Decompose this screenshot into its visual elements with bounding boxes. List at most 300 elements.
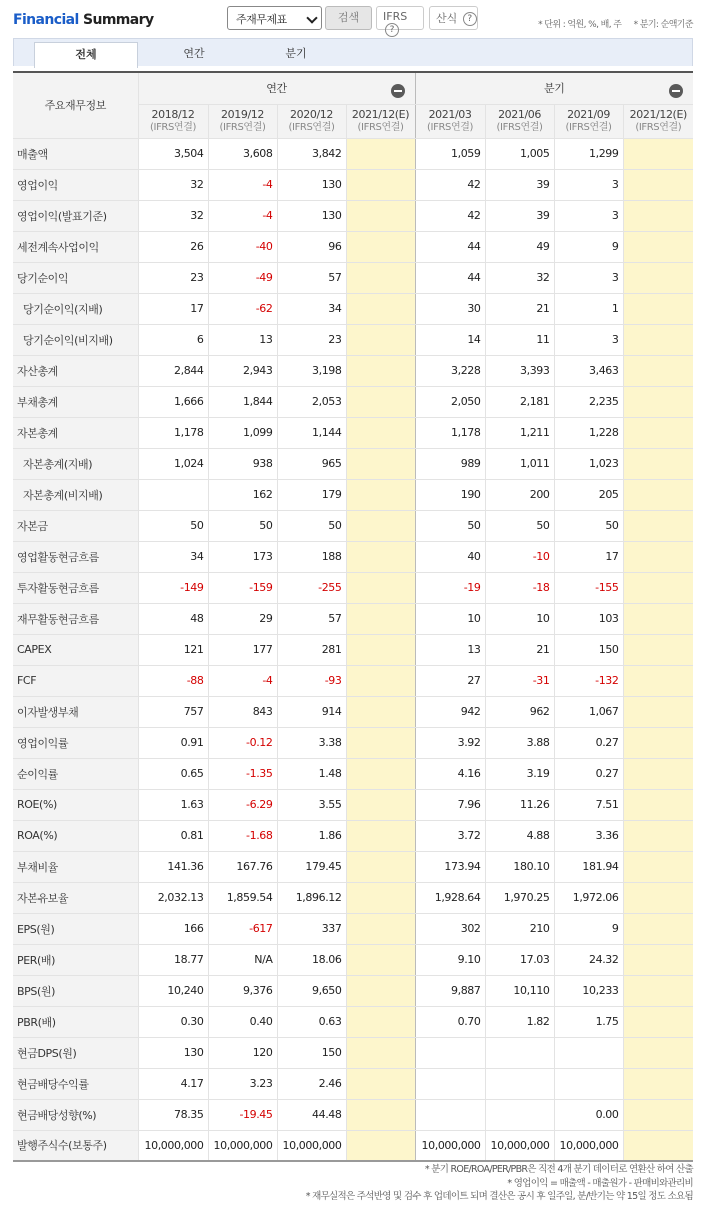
value-cell: 938	[208, 448, 277, 479]
period-date: 2021/03	[428, 108, 472, 121]
value-cell: 48	[138, 603, 208, 634]
formula-help-button[interactable]	[429, 6, 478, 30]
value-cell: 2.46	[277, 1068, 346, 1099]
value-cell: 914	[277, 696, 346, 727]
value-cell: 34	[138, 541, 208, 572]
help-icon: ?	[463, 12, 477, 26]
quarter-group-label: 분기	[544, 82, 565, 96]
value-cell: 40	[415, 541, 485, 572]
value-cell	[623, 1130, 693, 1161]
value-cell	[346, 1130, 415, 1161]
value-cell	[623, 1006, 693, 1037]
value-cell: 57	[277, 262, 346, 293]
value-cell: 21	[485, 634, 554, 665]
value-cell: 3,198	[277, 355, 346, 386]
value-cell	[346, 665, 415, 696]
value-cell	[623, 479, 693, 510]
table-row	[13, 262, 693, 293]
period-header	[208, 104, 277, 138]
value-cell: 50	[554, 510, 623, 541]
value-cell: 10,000,000	[415, 1130, 485, 1161]
table-row	[13, 448, 693, 479]
table-row	[13, 634, 693, 665]
table-row	[13, 169, 693, 200]
value-cell: 11	[485, 324, 554, 355]
value-cell: 13	[208, 324, 277, 355]
value-cell: 188	[277, 541, 346, 572]
value-cell: 32	[138, 169, 208, 200]
value-cell: -49	[208, 262, 277, 293]
value-cell: 1,023	[554, 448, 623, 479]
value-cell	[623, 293, 693, 324]
period-basis: (IFRS연결)	[565, 122, 612, 133]
value-cell	[346, 293, 415, 324]
value-cell	[485, 1099, 554, 1130]
value-cell: 39	[485, 169, 554, 200]
value-cell: 1,178	[138, 417, 208, 448]
value-cell	[346, 231, 415, 262]
value-cell: 9	[554, 231, 623, 262]
corner-header: 주요재무정보	[13, 72, 138, 138]
formula-label: 산식	[436, 12, 458, 25]
row-label: 현금DPS(원)	[13, 1037, 138, 1068]
value-cell	[554, 1068, 623, 1099]
footnote-line: * 분기 ROE/ROA/PER/PBR은 직전 4개 분기 데이터로 연환산 하여 산출	[424, 1164, 693, 1175]
table-row	[13, 882, 693, 913]
value-cell: 1,211	[485, 417, 554, 448]
tab-annual[interactable]: 연간	[183, 47, 205, 60]
row-label: 당기순이익(지배)	[13, 293, 138, 324]
row-label: PER(배)	[13, 944, 138, 975]
quarter-note: * 분기: 순액기준	[633, 20, 693, 30]
value-cell	[485, 1068, 554, 1099]
value-cell: -1.68	[208, 820, 277, 851]
value-cell: 10	[485, 603, 554, 634]
period-date: 2018/12	[151, 108, 195, 121]
value-cell: 44.48	[277, 1099, 346, 1130]
chevron-down-icon	[306, 12, 317, 23]
value-cell	[415, 1037, 485, 1068]
value-cell: 9,376	[208, 975, 277, 1006]
value-cell: -19.45	[208, 1099, 277, 1130]
value-cell	[346, 913, 415, 944]
value-cell: 0.63	[277, 1006, 346, 1037]
value-cell	[623, 634, 693, 665]
value-cell: 3.19	[485, 758, 554, 789]
value-cell: 843	[208, 696, 277, 727]
value-cell: 96	[277, 231, 346, 262]
value-cell	[623, 541, 693, 572]
value-cell: 1,059	[415, 138, 485, 169]
row-label: 세전계속사업이익	[13, 231, 138, 262]
value-cell: 9,650	[277, 975, 346, 1006]
row-label: 발행주식수(보통주)	[13, 1130, 138, 1161]
collapse-annual-icon[interactable]	[391, 84, 405, 98]
value-cell: 965	[277, 448, 346, 479]
value-cell: 9.10	[415, 944, 485, 975]
value-cell: 989	[415, 448, 485, 479]
collapse-quarter-icon[interactable]	[669, 84, 683, 98]
value-cell	[346, 386, 415, 417]
table-row	[13, 851, 693, 882]
value-cell	[623, 789, 693, 820]
period-date: 2021/12(E)	[629, 108, 687, 121]
value-cell: 39	[485, 200, 554, 231]
value-cell: 1	[554, 293, 623, 324]
statement-select[interactable]	[227, 6, 322, 30]
row-label: 부채비율	[13, 851, 138, 882]
value-cell	[346, 355, 415, 386]
value-cell: 10,000,000	[208, 1130, 277, 1161]
period-date: 2021/06	[498, 108, 541, 121]
value-cell: -617	[208, 913, 277, 944]
row-label: 영업이익	[13, 169, 138, 200]
ifrs-help-button[interactable]	[376, 6, 424, 35]
value-cell: 141.36	[138, 851, 208, 882]
value-cell: 4.88	[485, 820, 554, 851]
statement-select-value: 주재무제표	[236, 13, 287, 26]
value-cell: 26	[138, 231, 208, 262]
value-cell: 2,943	[208, 355, 277, 386]
row-label: 자산총계	[13, 355, 138, 386]
value-cell	[623, 324, 693, 355]
value-cell: 3.92	[415, 727, 485, 758]
value-cell: 205	[554, 479, 623, 510]
value-cell: 3	[554, 169, 623, 200]
value-cell: 180.10	[485, 851, 554, 882]
value-cell: 179.45	[277, 851, 346, 882]
summary-toolbar	[0, 0, 706, 38]
value-cell: -31	[485, 665, 554, 696]
period-header	[415, 104, 485, 138]
row-label: 순이익률	[13, 758, 138, 789]
value-cell	[623, 603, 693, 634]
table-row	[13, 1006, 693, 1037]
value-cell	[346, 541, 415, 572]
value-cell	[346, 758, 415, 789]
value-cell: 3	[554, 262, 623, 293]
value-cell: 1,928.64	[415, 882, 485, 913]
value-cell: 78.35	[138, 1099, 208, 1130]
value-cell: 23	[138, 262, 208, 293]
value-cell: 3.38	[277, 727, 346, 758]
value-cell	[346, 138, 415, 169]
search-button[interactable]: 검색	[325, 6, 372, 30]
value-cell: 962	[485, 696, 554, 727]
value-cell: 130	[277, 200, 346, 231]
row-label: 자본금	[13, 510, 138, 541]
tab-all[interactable]: 전체	[34, 42, 138, 68]
row-label: 이자발생부채	[13, 696, 138, 727]
value-cell	[623, 386, 693, 417]
table-row	[13, 386, 693, 417]
table-row	[13, 913, 693, 944]
value-cell	[623, 417, 693, 448]
value-cell: -88	[138, 665, 208, 696]
table-row	[13, 1099, 693, 1130]
value-cell: 130	[138, 1037, 208, 1068]
value-cell: 24.32	[554, 944, 623, 975]
value-cell	[623, 665, 693, 696]
value-cell: 1.48	[277, 758, 346, 789]
value-cell: 2,235	[554, 386, 623, 417]
period-basis: (IFRS연결)	[219, 122, 266, 133]
value-cell	[623, 510, 693, 541]
value-cell: 3.36	[554, 820, 623, 851]
value-cell: -4	[208, 200, 277, 231]
table-row	[13, 758, 693, 789]
value-cell: 49	[485, 231, 554, 262]
value-cell: 3,504	[138, 138, 208, 169]
value-cell	[415, 1099, 485, 1130]
title-part2: Summary	[82, 12, 154, 28]
tab-quarterly[interactable]: 분기	[285, 47, 307, 60]
value-cell: 1,005	[485, 138, 554, 169]
period-header	[138, 104, 208, 138]
row-label: 재무활동현금흐름	[13, 603, 138, 634]
value-cell: -10	[485, 541, 554, 572]
value-cell: -255	[277, 572, 346, 603]
footnote-line: * 재무실적은 주석반영 및 검수 후 업데이트 되며 결산은 공시 후 일주일, 분/반기는 약 15일 정도 소요됨	[305, 1191, 693, 1202]
value-cell	[346, 1068, 415, 1099]
value-cell: -4	[208, 169, 277, 200]
value-cell: 210	[485, 913, 554, 944]
table-row	[13, 789, 693, 820]
value-cell: 302	[415, 913, 485, 944]
value-cell	[415, 1068, 485, 1099]
value-cell	[554, 1037, 623, 1068]
period-header	[346, 104, 415, 138]
value-cell	[346, 510, 415, 541]
period-date: 2019/12	[221, 108, 264, 121]
table-row	[13, 510, 693, 541]
value-cell	[623, 975, 693, 1006]
value-cell: 3	[554, 324, 623, 355]
value-cell: 130	[277, 169, 346, 200]
value-cell: 121	[138, 634, 208, 665]
row-label: CAPEX	[13, 634, 138, 665]
quarter-group-header	[415, 72, 693, 104]
value-cell: 179	[277, 479, 346, 510]
value-cell: 1,099	[208, 417, 277, 448]
period-basis: (IFRS연결)	[635, 122, 682, 133]
value-cell	[346, 200, 415, 231]
value-cell	[346, 975, 415, 1006]
value-cell: 10,000,000	[485, 1130, 554, 1161]
row-label: 현금배당수익률	[13, 1068, 138, 1099]
value-cell: -6.29	[208, 789, 277, 820]
row-label: ROE(%)	[13, 789, 138, 820]
value-cell: 6	[138, 324, 208, 355]
value-cell: 9	[554, 913, 623, 944]
help-icon: ?	[385, 23, 399, 37]
period-date: 2020/12	[290, 108, 333, 121]
value-cell: 7.96	[415, 789, 485, 820]
table-row	[13, 479, 693, 510]
value-cell	[346, 696, 415, 727]
row-label: PBR(배)	[13, 1006, 138, 1037]
value-cell: 1,178	[415, 417, 485, 448]
value-cell: 0.30	[138, 1006, 208, 1037]
value-cell: 757	[138, 696, 208, 727]
value-cell	[346, 1006, 415, 1037]
value-cell: 10,000,000	[277, 1130, 346, 1161]
value-cell: 1,144	[277, 417, 346, 448]
value-cell: 11.26	[485, 789, 554, 820]
value-cell: 2,053	[277, 386, 346, 417]
value-cell: N/A	[208, 944, 277, 975]
value-cell: 57	[277, 603, 346, 634]
ifrs-label: IFRS	[383, 10, 408, 23]
value-cell: 10,110	[485, 975, 554, 1006]
value-cell: 2,844	[138, 355, 208, 386]
value-cell: 1,859.54	[208, 882, 277, 913]
table-row	[13, 944, 693, 975]
value-cell: 200	[485, 479, 554, 510]
value-cell: 50	[208, 510, 277, 541]
value-cell: 10,233	[554, 975, 623, 1006]
unit-note: * 단위 : 억원, %, 배, 주	[538, 20, 622, 30]
row-label: 자본유보율	[13, 882, 138, 913]
row-label: 영업이익(발표기준)	[13, 200, 138, 231]
row-label: 투자활동현금흐름	[13, 572, 138, 603]
value-cell: 10,000,000	[554, 1130, 623, 1161]
table-row	[13, 975, 693, 1006]
value-cell: 177	[208, 634, 277, 665]
value-cell: 1.82	[485, 1006, 554, 1037]
table-row	[13, 727, 693, 758]
value-cell: 0.00	[554, 1099, 623, 1130]
value-cell	[623, 262, 693, 293]
value-cell: 32	[138, 200, 208, 231]
value-cell: 23	[277, 324, 346, 355]
value-cell: 21	[485, 293, 554, 324]
value-cell: 29	[208, 603, 277, 634]
annual-group-header	[138, 72, 415, 104]
value-cell: 162	[208, 479, 277, 510]
table-row	[13, 603, 693, 634]
value-cell: 50	[415, 510, 485, 541]
value-cell: 42	[415, 169, 485, 200]
annual-group-label: 연간	[266, 82, 287, 96]
unit-notes	[528, 17, 693, 30]
value-cell: 32	[485, 262, 554, 293]
value-cell: 166	[138, 913, 208, 944]
value-cell: 0.65	[138, 758, 208, 789]
value-cell: 18.06	[277, 944, 346, 975]
value-cell: 44	[415, 262, 485, 293]
value-cell	[346, 789, 415, 820]
value-cell	[623, 944, 693, 975]
value-cell: 0.40	[208, 1006, 277, 1037]
value-cell: -159	[208, 572, 277, 603]
value-cell: 10,000,000	[138, 1130, 208, 1161]
value-cell: 1.86	[277, 820, 346, 851]
value-cell: 3,228	[415, 355, 485, 386]
value-cell: 3.88	[485, 727, 554, 758]
period-basis: (IFRS연결)	[150, 122, 196, 133]
value-cell: 4.16	[415, 758, 485, 789]
financial-summary-table	[13, 71, 693, 1162]
table-row	[13, 417, 693, 448]
value-cell: 3,463	[554, 355, 623, 386]
period-date: 2021/09	[567, 108, 610, 121]
value-cell: 173	[208, 541, 277, 572]
value-cell: 10,240	[138, 975, 208, 1006]
period-header	[623, 104, 693, 138]
period-basis: (IFRS연결)	[357, 122, 404, 133]
value-cell	[623, 727, 693, 758]
value-cell: -62	[208, 293, 277, 324]
value-cell	[346, 1037, 415, 1068]
table-row	[13, 324, 693, 355]
value-cell	[346, 479, 415, 510]
value-cell	[138, 479, 208, 510]
value-cell: 17	[554, 541, 623, 572]
table-row	[13, 820, 693, 851]
value-cell	[346, 727, 415, 758]
value-cell: 2,050	[415, 386, 485, 417]
row-label: 당기순이익(비지배)	[13, 324, 138, 355]
value-cell: 50	[485, 510, 554, 541]
value-cell	[623, 231, 693, 262]
value-cell: 17.03	[485, 944, 554, 975]
row-label: FCF	[13, 665, 138, 696]
value-cell	[346, 634, 415, 665]
table-row	[13, 1037, 693, 1068]
value-cell	[346, 603, 415, 634]
table-row	[13, 1130, 693, 1161]
value-cell	[623, 913, 693, 944]
period-basis: (IFRS연결)	[427, 122, 473, 133]
value-cell: -19	[415, 572, 485, 603]
value-cell: 50	[138, 510, 208, 541]
value-cell: 1,972.06	[554, 882, 623, 913]
table-row	[13, 541, 693, 572]
value-cell: -155	[554, 572, 623, 603]
value-cell: -4	[208, 665, 277, 696]
table-row	[13, 355, 693, 386]
value-cell: 42	[415, 200, 485, 231]
value-cell: 103	[554, 603, 623, 634]
table-row	[13, 231, 693, 262]
value-cell: 14	[415, 324, 485, 355]
value-cell	[623, 169, 693, 200]
value-cell: 2,032.13	[138, 882, 208, 913]
value-cell: 3,608	[208, 138, 277, 169]
value-cell: 10	[415, 603, 485, 634]
value-cell: 3,842	[277, 138, 346, 169]
value-cell: 1,299	[554, 138, 623, 169]
table-row	[13, 138, 693, 169]
value-cell	[623, 696, 693, 727]
value-cell: 1,067	[554, 696, 623, 727]
value-cell: 0.70	[415, 1006, 485, 1037]
page-title	[13, 12, 153, 28]
value-cell: 167.76	[208, 851, 277, 882]
value-cell	[346, 262, 415, 293]
value-cell: 1,844	[208, 386, 277, 417]
value-cell: 3,393	[485, 355, 554, 386]
value-cell: 0.27	[554, 727, 623, 758]
title-part1: Financial	[13, 12, 79, 28]
period-basis: (IFRS연결)	[288, 122, 335, 133]
value-cell	[346, 572, 415, 603]
value-cell: 3.23	[208, 1068, 277, 1099]
value-cell	[623, 882, 693, 913]
value-cell	[346, 882, 415, 913]
row-label: 영업이익률	[13, 727, 138, 758]
